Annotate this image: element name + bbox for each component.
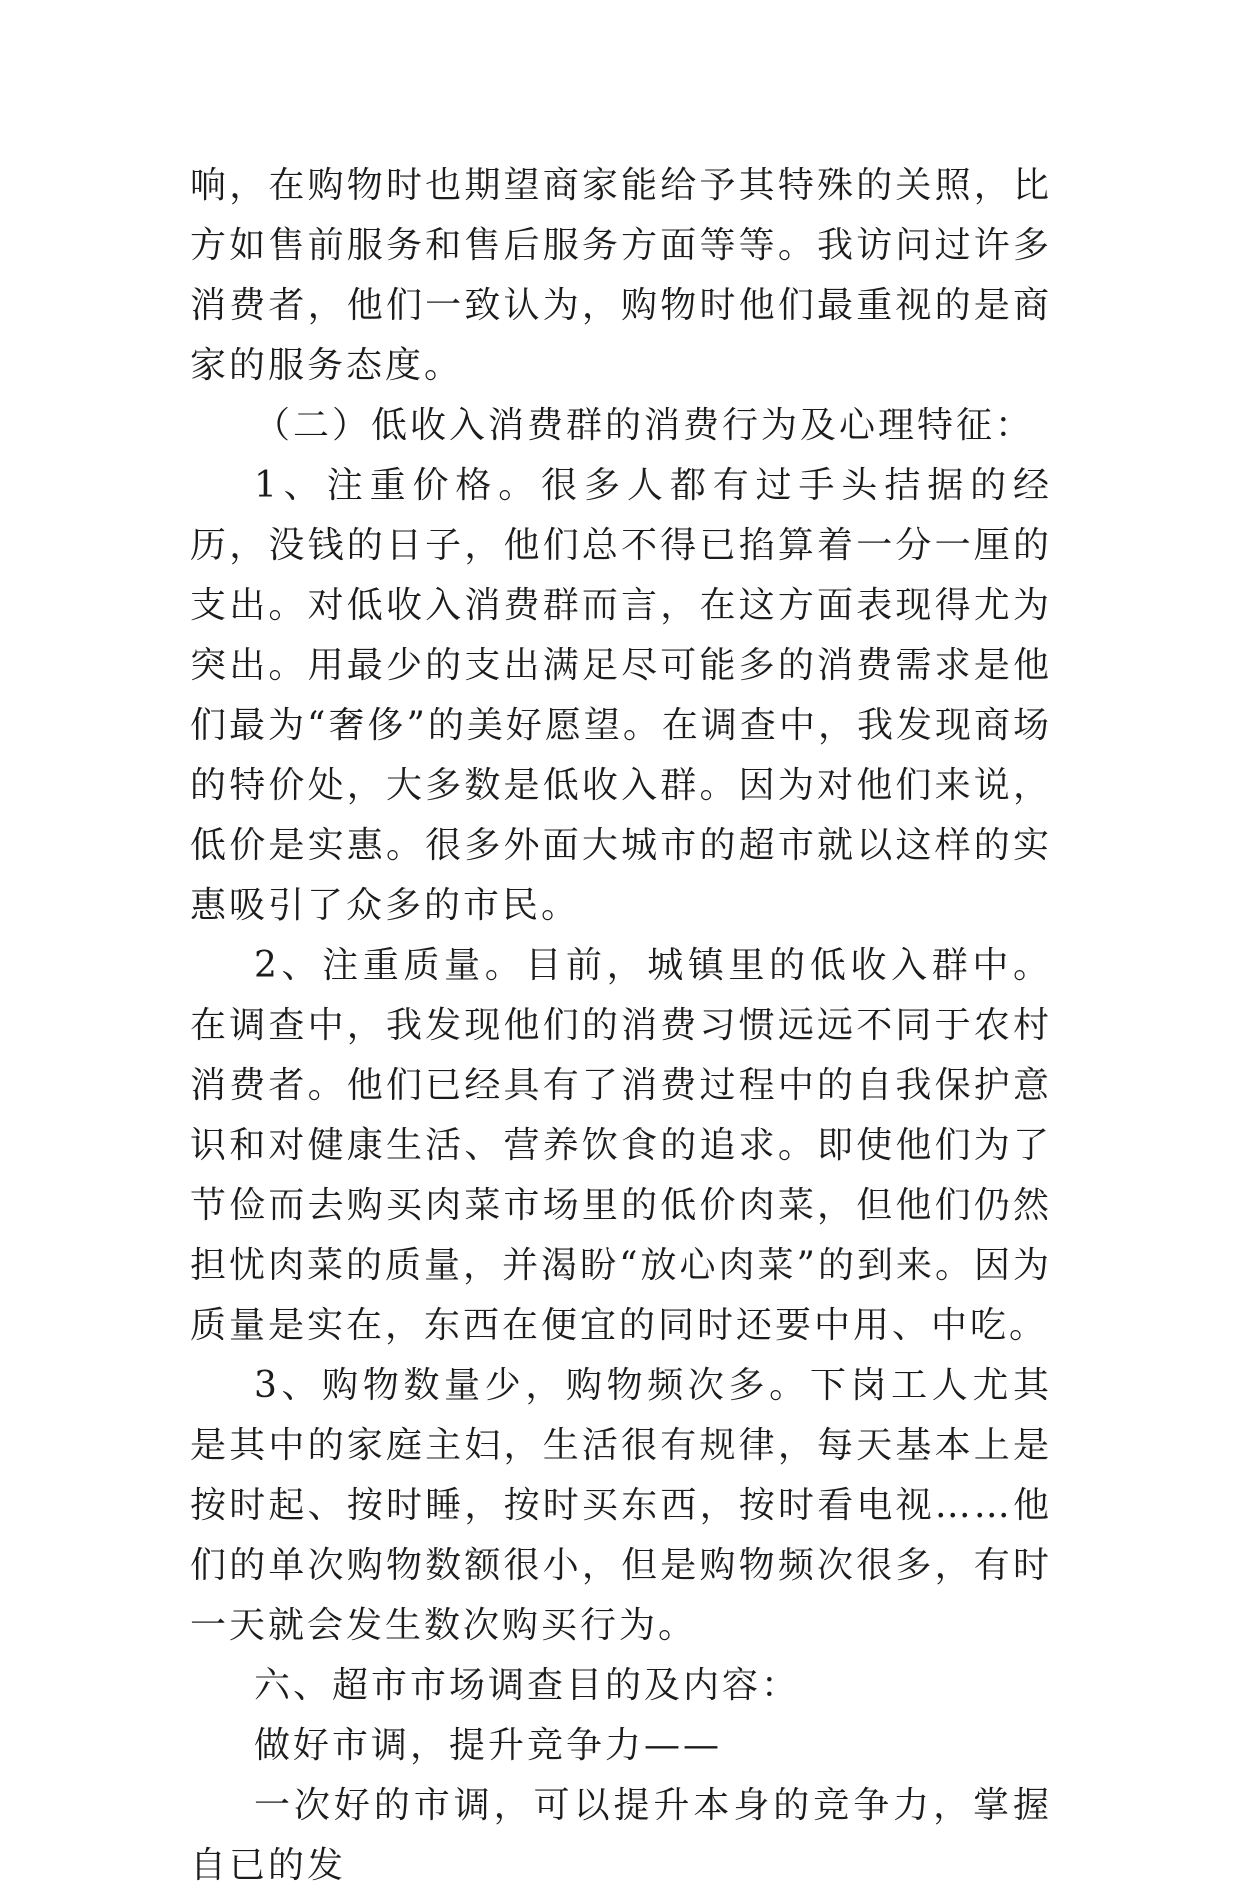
heading-low-income-group: （二）低收入消费群的消费行为及心理特征： [254, 405, 1035, 446]
paragraph-survey-benefit: 一次好的市调，可以提升本身的竞争力，掌握自已的发 [190, 1785, 1052, 1886]
paragraph-quality-focus: 2、注重质量。目前，城镇里的低收入群中。在调查中，我发现他们的消费习惯远远不同于农村消费者。他们已经具有了消费过程中的自我保护意识和对健康生活、营养饮食的追求。即使他们为了节俭而去购买肉菜市场里的低价肉菜，但他们仍然担忧肉菜的质量，并渴盼“放心肉菜”的到来。因为质量是实在，东西在便宜的同时还要中用、中吃。 [190, 945, 1052, 1346]
heading-survey-purpose: 六、超市市场调查目的及内容： [254, 1665, 801, 1706]
paragraph-price-focus: 1、注重价格。很多人都有过手头拮据的经历，没钱的日子，他们总不得已掐算着一分一厘的支出。对低收入消费群而言，在这方面表现得尤为突出。用最少的支出满足尽可能多的消费需求是他们最为“奢侈”的美好愿望。在调查中，我发现商场的特价处，大多数是低收入群。因为对他们来说，低价是实惠。很多外面大城市的超市就以这样的实惠吸引了众多的市民。 [190, 465, 1052, 926]
document-body [190, 156, 1052, 1896]
subheading-competitiveness: 做好市调，提升竞争力—— [254, 1725, 723, 1766]
paragraph-service-attitude: 响，在购物时也期望商家能给予其特殊的关照，比方如售前服务和售后服务方面等等。我访问过许多消费者，他们一致认为，购物时他们最重视的是商家的服务态度。 [190, 165, 1052, 386]
paragraph-shopping-frequency: 3、购物数量少，购物频次多。下岗工人尤其是其中的家庭主妇，生活很有规律，每天基本上是按时起、按时睡，按时买东西，按时看电视……他们的单次购物数额很小，但是购物频次很多，有时一天就会发生数次购买行为。 [190, 1365, 1052, 1646]
